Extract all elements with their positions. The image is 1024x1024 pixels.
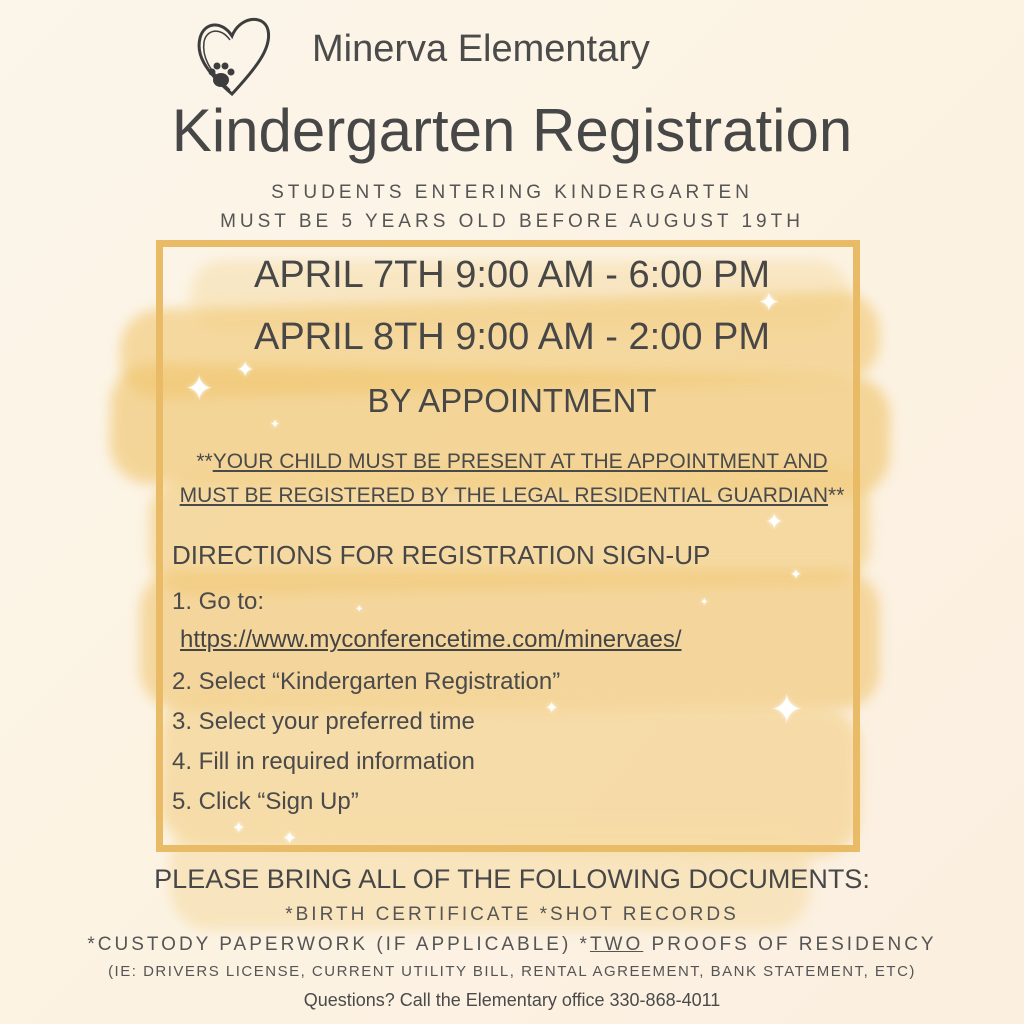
notice-prefix: ** (196, 450, 213, 473)
sparkle-icon: ✦ (232, 818, 246, 837)
step-2: 2. Select “Kindergarten Registration” (172, 668, 561, 695)
registration-link[interactable]: https://www.myconferencetime.com/minervaes/ (180, 626, 682, 653)
page-title: Kindergarten Registration (171, 97, 853, 164)
documents-line-2-two: TWO (589, 934, 644, 955)
eligibility-line-2: MUST BE 5 YEARS OLD BEFORE AUGUST 19TH (220, 211, 804, 232)
date-april-7: APRIL 7TH 9:00 AM - 6:00 PM (253, 254, 771, 296)
notice-text-1: YOUR CHILD MUST BE PRESENT AT THE APPOINTMENT AND (212, 450, 828, 473)
sparkle-icon: ✦ (765, 510, 784, 535)
step-5: 5. Click “Sign Up” (172, 788, 359, 815)
sparkle-icon: ✦ (355, 604, 364, 615)
documents-line-1: *BIRTH CERTIFICATE *SHOT RECORDS (285, 904, 739, 925)
documents-heading: PLEASE BRING ALL OF THE FOLLOWING DOCUMENTS: (154, 864, 870, 894)
documents-examples: (IE: DRIVERS LICENSE, CURRENT UTILITY BILL, RENTAL AGREEMENT, BANK STATEMENT, ETC) (108, 963, 916, 980)
notice-suffix: ** (828, 484, 845, 507)
eligibility-line-1: STUDENTS ENTERING KINDERGARTEN (271, 182, 753, 203)
notice-text-2: MUST BE REGISTERED BY THE LEGAL RESIDENTIAL GUARDIAN (179, 484, 829, 507)
contact-line: Questions? Call the Elementary office 330-868-4011 (303, 990, 721, 1010)
directions-heading: DIRECTIONS FOR REGISTRATION SIGN-UP (172, 540, 711, 570)
notice-line-1 (0, 450, 1024, 474)
date-april-8: APRIL 8TH 9:00 AM - 2:00 PM (253, 316, 771, 358)
sparkle-icon: ✦ (700, 597, 709, 608)
sparkle-icon: ✦ (236, 358, 255, 383)
sparkle-icon: ✦ (545, 698, 559, 717)
documents-line-2-a: *CUSTODY PAPERWORK (IF APPLICABLE) * (87, 934, 590, 955)
step-4: 4. Fill in required information (172, 748, 475, 775)
sparkle-icon: ✦ (758, 288, 780, 318)
step-1: 1. Go to: (172, 588, 265, 615)
sparkle-icon: ✦ (282, 828, 298, 849)
documents-line-2-c: PROOFS OF RESIDENCY (643, 934, 937, 955)
sparkle-icon: ✦ (185, 369, 214, 409)
school-name: Minerva Elementary (312, 28, 650, 70)
sparkle-icon: ✦ (270, 417, 281, 431)
notice-line-2 (0, 484, 1024, 508)
step-3: 3. Select your preferred time (172, 708, 475, 735)
by-appointment: BY APPOINTMENT (367, 382, 657, 419)
sparkle-icon: ✦ (770, 687, 804, 733)
sparkle-icon: ✦ (790, 567, 802, 583)
heart-with-paw-icon (194, 10, 274, 98)
documents-line-2 (0, 934, 1024, 956)
